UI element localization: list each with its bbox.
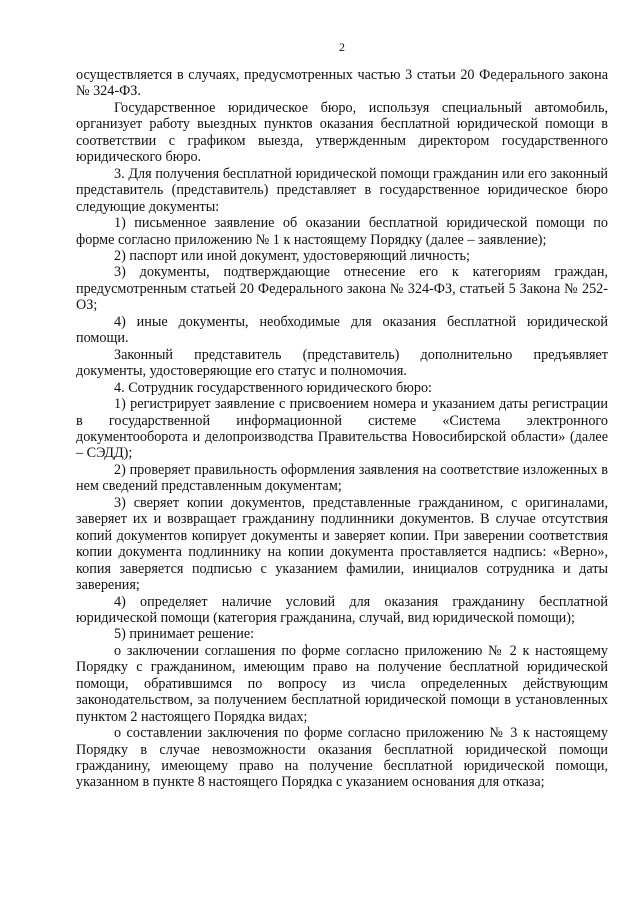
paragraph: 3) сверяет копии документов, представленные гражданином, с оригиналами, заверяет их и возвращает гражданину подлинники документов. В случае отсутствия копий документов копирует документы и заверяет копии. При заверении соответствия копии документа подлиннику на копии документа проставляется надпись: «Верно», копия заверяется подписью с указанием фамилии, инициалов сотрудника и даты заверения; — [76, 494, 608, 594]
paragraph: 1) письменное заявление об оказании бесплатной юридической помощи по форме согласно приложению № 1 к настоящему Порядку (далее – заявление); — [76, 215, 608, 248]
paragraph: 4) определяет наличие условий для оказания гражданину бесплатной юридической помощи (категория гражданина, случай, вид юридической помощи); — [76, 593, 608, 626]
paragraph: Законный представитель (представитель) дополнительно предъявляет документы, удостоверяющие его статус и полномочия. — [76, 346, 608, 380]
paragraph: 3) документы, подтверждающие отнесение его к категориям граждан, предусмотренным статьей 20 Федерального закона № 324-ФЗ, статьей 5 Закона № 252-ОЗ; — [76, 264, 608, 314]
paragraph: о заключении соглашения по форме согласно приложению № 2 к настоящему Порядку с гражданином, имеющим право на получение бесплатной юридической помощи, обратившимся по вопросу из числа определенных действующим законодательством, за получением бесплатной юридической помощи в установленных пунктом 2 настоящего Порядка видах; — [76, 642, 608, 725]
page-number: 2 — [339, 40, 345, 54]
paragraph: 2) паспорт или иной документ, удостоверяющий личность; — [114, 247, 470, 264]
paragraph: осуществляется в случаях, предусмотренных частью 3 статьи 20 Федерального закона № 324-ФЗ. — [76, 67, 608, 100]
paragraph: 1) регистрирует заявление с присвоением номера и указанием даты регистрации в государственной информационной системе «Система электронного документооборота и делопроизводства Правительства Новосибирской области» (далее – СЭДД); — [76, 396, 608, 462]
paragraph: 3. Для получения бесплатной юридической помощи гражданин или его законный представитель (представитель) представляет в государственное юридическое бюро следующие документы: — [76, 165, 608, 215]
paragraph: 5) принимает решение: — [114, 626, 255, 643]
paragraph: о составлении заключения по форме согласно приложению № 3 к настоящему Порядку в случае невозможности оказания бесплатной юридической помощи гражданину, имеющему право на получение бесплатной юридической помощи, указанном в пункте 8 настоящего Порядка с указанием основания для отказа; — [76, 725, 608, 791]
paragraph: 4. Сотрудник государственного юридического бюро: — [114, 379, 433, 396]
paragraph: 2) проверяет правильность оформления заявления на соответствие изложенных в нем сведений представленным документам; — [76, 461, 608, 495]
document-body — [76, 67, 608, 791]
document-page — [76, 40, 608, 791]
paragraph: Государственное юридическое бюро, используя специальный автомобиль, организует работу выездных пунктов оказания бесплатной юридической помощи в соответствии с графиком выезда, утвержденным директором государственного юридического бюро. — [76, 99, 608, 166]
paragraph: 4) иные документы, необходимые для оказания бесплатной юридической помощи. — [76, 313, 608, 347]
